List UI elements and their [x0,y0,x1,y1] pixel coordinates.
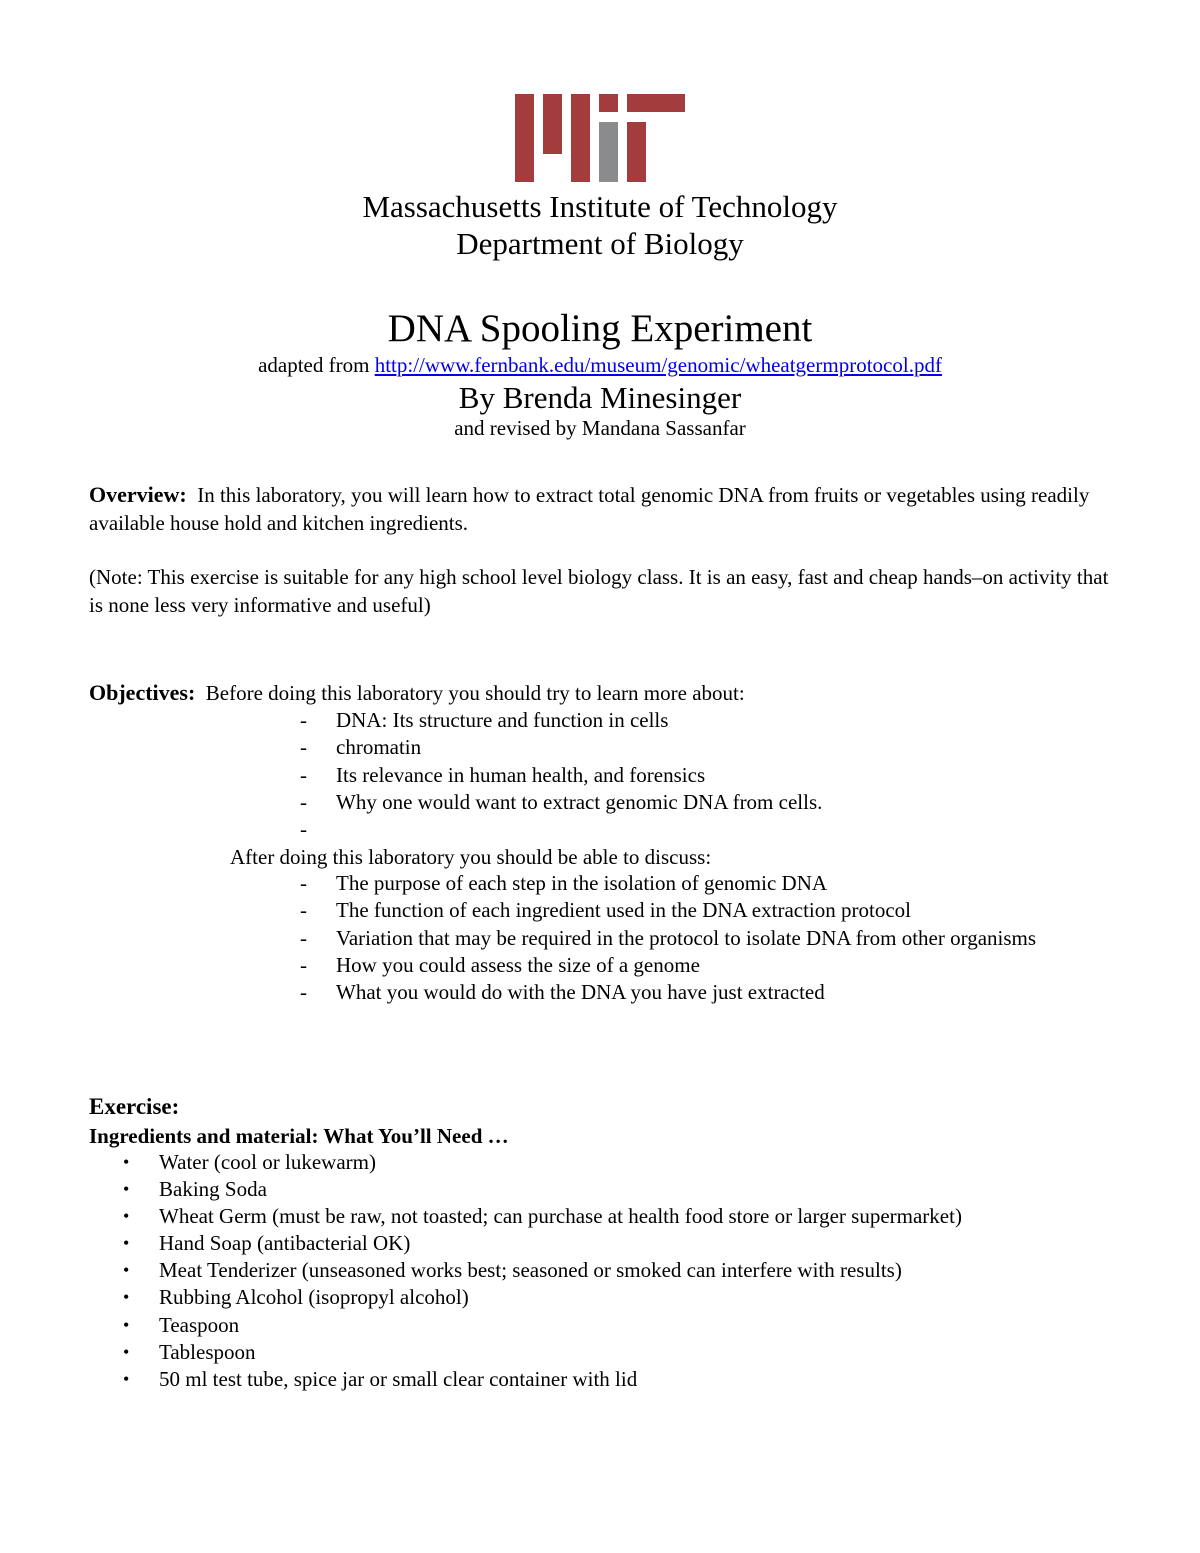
author-line: By Brenda Minesinger [458,380,742,415]
dash-marker: - [300,762,307,787]
list-item: - Variation that may be required in the protocol to isolate DNA from other organisms [300,925,1060,952]
bullet-marker: • [123,1314,130,1335]
dash-marker: - [300,871,307,895]
list-item [300,816,1060,843]
list-item: • Meat Tenderizer (unseasoned works best; seasoned or smoked can interfere with results) [123,1257,1123,1284]
bullet-marker: • [123,1260,130,1281]
logo-bar [571,94,590,182]
logo-bar [543,94,562,154]
logo-bar [627,122,646,182]
bullet-marker: • [123,1233,130,1254]
list-item: • Baking Soda [123,1176,1123,1203]
note-paragraph: (Note: This exercise is suitable for any high school level biology class. It is an easy, fast and cheap hands–on activity that is none less very informative and useful) [89,565,1109,617]
bullet-marker: • [123,1152,130,1172]
bullet-marker: • [123,1179,130,1200]
list-item: - DNA: Its structure and function in cells [300,707,1060,734]
logo-bar [627,94,685,112]
department-name: Department of Biology [456,226,744,261]
dash-marker: - [300,735,307,760]
overview-label: Overview: [89,482,187,507]
ingredients-list [123,1149,1123,1393]
objectives-after-list [300,870,1060,1006]
revised-line: and revised by Mandana Sassanfar [454,416,746,440]
dash-marker: - [300,980,307,1005]
list-item: - Why one would want to extract genomic DNA from cells. [300,789,1060,816]
bullet-marker: • [123,1368,130,1389]
list-item: - What you would do with the DNA you have just extracted [300,979,1060,1006]
objectives-after-intro: After doing this laboratory you should be able to discuss: [230,845,712,869]
list-item: • Teaspoon [123,1312,1123,1339]
objectives-before-list [300,707,1060,843]
bullet-marker: • [123,1341,130,1362]
overview-paragraph [89,481,1109,537]
list-item: • Wheat Germ (must be raw, not toasted; can purchase at health food store or larger supermarket) [123,1203,1123,1230]
dash-marker: - [300,708,307,732]
exercise-heading: Exercise: [89,1094,180,1119]
dash-marker: - [300,898,307,923]
objectives-intro: Before doing this laboratory you should try to learn more about: [205,681,745,705]
list-item: - Its relevance in human health, and forensics [300,762,1060,789]
mit-logo [515,94,685,182]
bullet-marker: • [123,1287,130,1308]
list-item: - How you could assess the size of a genome [300,952,1060,979]
list-item: - The function of each ingredient used in the DNA extraction protocol [300,897,1060,924]
adapted-prefix: adapted from [258,353,375,377]
logo-bar [515,94,534,182]
document-title: DNA Spooling Experiment [387,307,813,350]
institution-name: Massachusetts Institute of Technology [362,189,838,224]
list-item: - chromatin [300,734,1060,761]
dash-marker: - [300,789,307,814]
adapted-from-line [0,352,1200,378]
list-item: - The purpose of each step in the isolation of genomic DNA [300,870,1060,897]
logo-bar [599,94,618,112]
bullet-marker: • [123,1206,130,1227]
overview-text: In this laboratory, you will learn how to extract total genomic DNA from fruits or vegetables using readily available house hold and kitchen ingredients. [89,483,1090,535]
logo-bar [599,122,618,182]
list-item: • Water (cool or lukewarm) [123,1149,1123,1176]
dash-marker: - [300,952,307,977]
dash-marker: - [300,817,307,842]
dash-marker: - [300,925,307,950]
ingredients-heading: Ingredients and material: What You’ll Need … [89,1124,509,1148]
objectives-label: Objectives: [89,680,196,705]
objectives-paragraph [89,679,1109,707]
list-item: • Tablespoon [123,1339,1123,1366]
list-item: • Rubbing Alcohol (isopropyl alcohol) [123,1284,1123,1311]
source-link[interactable]: http://www.fernbank.edu/museum/genomic/wheatgermprotocol.pdf [374,353,942,377]
list-item: • Hand Soap (antibacterial OK) [123,1230,1123,1257]
list-item: • 50 ml test tube, spice jar or small clear container with lid [123,1366,1123,1393]
